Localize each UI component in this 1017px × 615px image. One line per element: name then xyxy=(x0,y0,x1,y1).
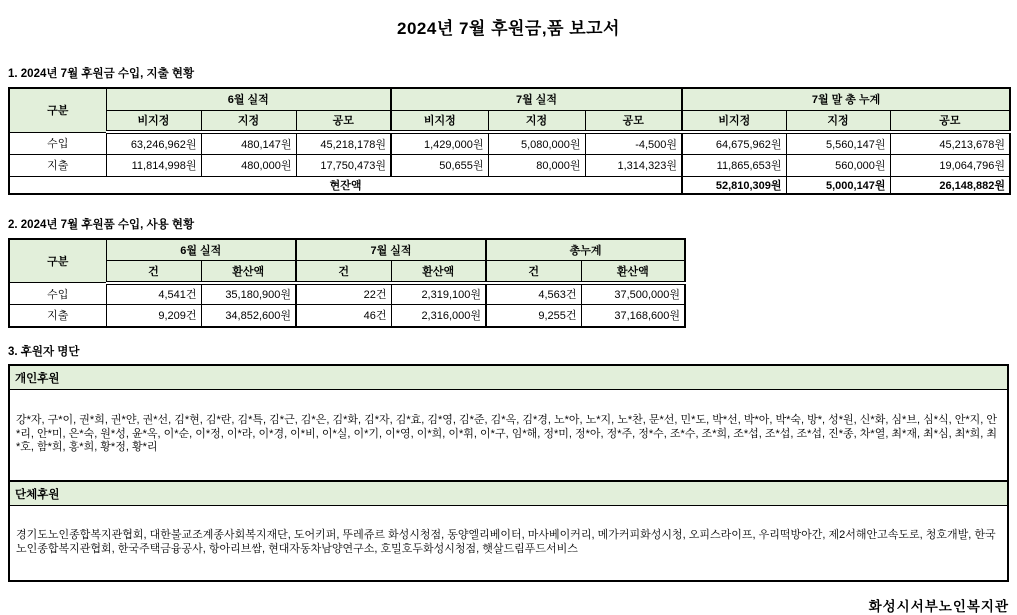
report-title: 2024년 7월 후원금,품 보고서 xyxy=(397,19,620,38)
table-cell: 22건 xyxy=(296,283,391,305)
table1-subheader: 비지정 xyxy=(391,110,488,132)
table-cell: 17,750,473원 xyxy=(296,154,391,176)
organization-donors-body xyxy=(10,506,1007,580)
table-cell: 4,563건 xyxy=(486,283,581,305)
table2-subheader: 건 xyxy=(106,261,201,283)
balance-label: 현잔액 xyxy=(9,176,682,194)
table2-subheader: 환산액 xyxy=(201,261,296,283)
individual-donors-body xyxy=(10,390,1007,480)
table1-balance-row xyxy=(9,176,1010,194)
table1-subheader: 비지정 xyxy=(682,110,786,132)
footer-organization-name: 화성시서부노인복지관 xyxy=(868,598,1009,614)
table-cell: 2,319,100원 xyxy=(391,283,486,305)
table-cell: 9,255건 xyxy=(486,305,581,327)
table1-expense-row xyxy=(9,154,1010,176)
table1-subheader: 비지정 xyxy=(106,110,201,132)
balance-cell: 26,148,882원 xyxy=(890,176,1010,194)
table-cell: 64,675,962원 xyxy=(682,132,786,154)
table-cell: 5,560,147원 xyxy=(786,132,890,154)
table-cell: 45,213,678원 xyxy=(890,132,1010,154)
table-cell: 560,000원 xyxy=(786,154,890,176)
table1-group-header-row xyxy=(9,88,1010,110)
individual-donor-names: 강*자, 구*이, 권*희, 권*얀, 권*선, 김*현, 김*란, 김*특, 김*근, 김*은, 김*화, 김*자, 김*효, 김*영, 김*준, 김*옥, 김*경, 노*아, 노*지, 노*찬, 문*선, 민*도, 박*선, 박*아, 박*숙, 방*, 성*원, 신*화, 심*브, 심*식, 안*지, 안*리, 안*미, 은*숙, 원*성, 윤*옥, 이*순, 이*정, 이*라, 이*경, 이*비, 이*실, 이*기, 이*영, 이*희, 이*휘, 이*구, 임*해, 정*미, 정*아, 정*주, 정*수, 조*수, 조*희, 조*섭, 조*섭, 조*섭, 진*종, 차*열, 최*재, 최*심, 최*희, 최*호, 함*희, 홍*희, 황*정, 황*리 xyxy=(16,414,997,454)
individual-donors-header: 개인후원 xyxy=(10,366,1007,390)
organization-donor-names: 경기도노인종합복지관협회, 대한불교조계종사회복지재단, 도어키퍼, 뚜레쥬르 화성시청점, 동양엘리베이터, 마사베이커리, 메가커피화성시청, 오피스라이프, 우리떡방아간, 제2서해안고속도로, 청호개발, 한국노인종합복지관협회, 한국주택금융공사, 항아리브쌈, 현대자동차남양연구소, 호밀호두화성시청점, 햇살드림푸드서비스 xyxy=(16,529,996,555)
table-cell: 480,000원 xyxy=(201,154,296,176)
table1-group-july: 7월 실적 xyxy=(391,88,682,110)
table1-subheader: 지정 xyxy=(201,110,296,132)
balance-cell: 52,810,309원 xyxy=(682,176,786,194)
table1-corner-cell: 구분 xyxy=(9,88,106,132)
individual-donors-box xyxy=(8,364,1009,482)
row-label: 지출 xyxy=(9,154,106,176)
table-cell: 45,218,178원 xyxy=(296,132,391,154)
table2-subheader: 건 xyxy=(296,261,391,283)
table-cell: 5,080,000원 xyxy=(488,132,585,154)
donation-goods-table xyxy=(8,238,686,328)
table2-subheader: 건 xyxy=(486,261,581,283)
balance-cell: 5,000,147원 xyxy=(786,176,890,194)
table-cell: 480,147원 xyxy=(201,132,296,154)
table2-corner-cell: 구분 xyxy=(9,239,106,283)
table-cell: 46건 xyxy=(296,305,391,327)
row-label: 수입 xyxy=(9,283,106,305)
table-cell: 1,314,323원 xyxy=(585,154,682,176)
table2-expense-row xyxy=(9,305,685,327)
organization-donors-box xyxy=(8,482,1009,582)
table-cell: 11,865,653원 xyxy=(682,154,786,176)
table1-group-june: 6월 실적 xyxy=(106,88,391,110)
table-cell: 9,209건 xyxy=(106,305,201,327)
section1-heading: 1. 2024년 7월 후원금 수입, 지출 현황 xyxy=(8,68,195,80)
table-cell: 1,429,000원 xyxy=(391,132,488,154)
table2-group-total: 총누계 xyxy=(486,239,685,261)
table-cell: 37,168,600원 xyxy=(581,305,685,327)
table-cell: 35,180,900원 xyxy=(201,283,296,305)
table1-subheader: 공모 xyxy=(890,110,1010,132)
table2-group-june: 6월 실적 xyxy=(106,239,296,261)
table-cell: 19,064,796원 xyxy=(890,154,1010,176)
table-cell: 11,814,998원 xyxy=(106,154,201,176)
table1-sub-header-row xyxy=(9,110,1010,132)
donation-money-table xyxy=(8,87,1011,195)
table-cell: 2,316,000원 xyxy=(391,305,486,327)
table-cell: 50,655원 xyxy=(391,154,488,176)
table2-subheader: 환산액 xyxy=(581,261,685,283)
table-cell: 80,000원 xyxy=(488,154,585,176)
table2-group-july: 7월 실적 xyxy=(296,239,486,261)
table2-income-row xyxy=(9,283,685,305)
table-cell: -4,500원 xyxy=(585,132,682,154)
table1-subheader: 지정 xyxy=(488,110,585,132)
table-cell: 37,500,000원 xyxy=(581,283,685,305)
table-cell: 34,852,600원 xyxy=(201,305,296,327)
section2-heading: 2. 2024년 7월 후원품 수입, 사용 현황 xyxy=(8,218,195,231)
table2-sub-header-row xyxy=(9,261,685,283)
organization-donors-header: 단체후원 xyxy=(10,482,1007,506)
table2-group-header-row xyxy=(9,239,685,261)
section3-heading: 3. 후원자 명단 xyxy=(8,345,80,358)
row-label: 수입 xyxy=(9,132,106,154)
table2-subheader: 환산액 xyxy=(391,261,486,283)
table1-subheader: 공모 xyxy=(585,110,682,132)
table-cell: 63,246,962원 xyxy=(106,132,201,154)
row-label: 지출 xyxy=(9,305,106,327)
table-cell: 4,541건 xyxy=(106,283,201,305)
table1-subheader: 공모 xyxy=(296,110,391,132)
table1-group-total: 7월 말 총 누계 xyxy=(682,88,1010,110)
table1-subheader: 지정 xyxy=(786,110,890,132)
table1-income-row xyxy=(9,132,1010,154)
